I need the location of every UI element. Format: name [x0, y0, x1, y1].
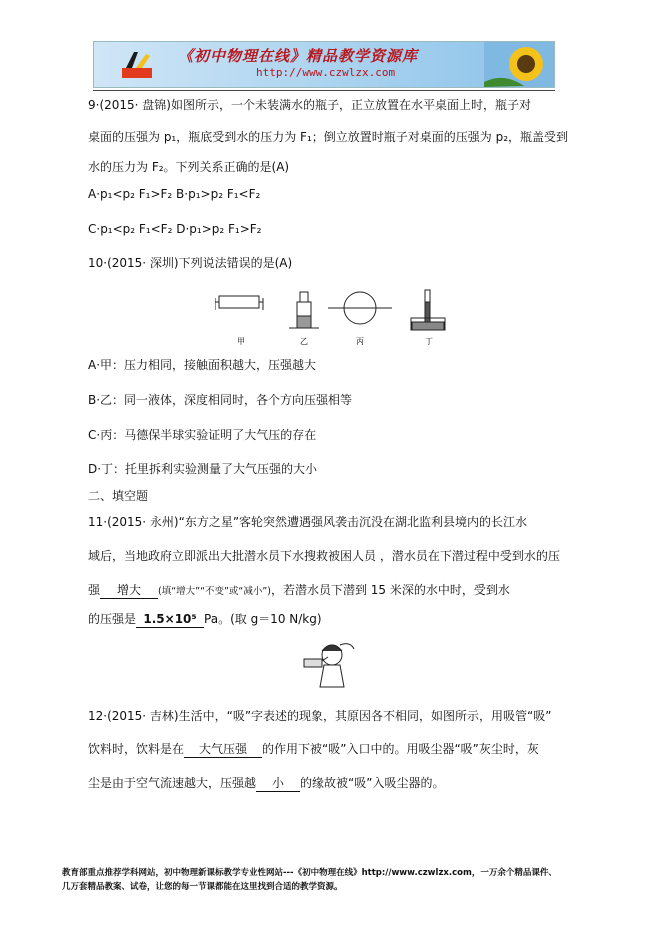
q12-line2-pre: 饮料时，饮料是在	[88, 742, 185, 756]
q10-option-d: D·丁：托里拆利实验测量了大气压强的大小	[88, 462, 318, 476]
q11-line2: 域后，当地政府立即派出大批潜水员下水搜救被困人员 ，潜水员在下潜过程中受到水的压	[88, 549, 560, 563]
figure-jia	[215, 296, 263, 310]
figure-ding	[411, 290, 445, 330]
q11-answer-1: 增大	[100, 582, 158, 599]
q11-line3-post: ，若潜水员下潜到 15 米深的水中时，受到水	[270, 583, 510, 597]
footer-line2: 几万套精品教案、试卷，让您的每一节课都能在这里找到合适的教学资源。	[62, 882, 343, 892]
q12-line1: 12·(2015· 吉林)生活中，“吸”字表述的现象，其原因各不相同，如图所示，用吸管“吸”	[88, 709, 552, 723]
q12-answer-2: 小	[256, 775, 300, 792]
q10-option-b: B·乙：同一液体，深度相同时，各个方向压强相等	[88, 393, 353, 407]
q10-stem: 10·(2015· 深圳)下列说法错误的是(A)	[88, 256, 293, 270]
q12-line3-post: 的缘故被“吸”入吸尘器的。	[300, 776, 445, 790]
q9-options-cd: C·p₁<p₂ F₁<F₂ D·p₁>p₂ F₁>F₂	[88, 222, 262, 236]
header-banner	[93, 41, 555, 88]
q11-line4-post: Pa。(取 g＝10 N/kg)	[204, 612, 322, 626]
fig-label-yi: 乙	[300, 337, 308, 346]
q11-line3-pre: 强	[88, 583, 101, 597]
q12-answer-1: 大气压强	[184, 741, 262, 758]
girl-drinking-straw-icon	[298, 635, 362, 695]
q9-line3: 水的压力为 F₂。下列关系正确的是(A)	[88, 160, 290, 174]
fig-label-bing: 丙	[356, 337, 364, 346]
q12-line2	[88, 741, 539, 758]
q11-answer-2: 1.5×10⁵	[136, 611, 204, 628]
figure-yi	[289, 292, 319, 328]
header-rule	[93, 90, 555, 91]
q11-hint: (填“增大”“不变”或“减小”)	[158, 586, 271, 597]
q9-line1: 9·(2015· 盘锦)如图所示，一个未装满水的瓶子，正立放置在水平桌面上时，瓶子对	[88, 98, 531, 112]
q9-options-ab: A·p₁<p₂ F₁>F₂ B·p₁>p₂ F₁<F₂	[88, 187, 261, 201]
q11-line1: 11·(2015· 永州)“东方之星”客轮突然遭遇强风袭击沉没在湖北监利县境内的长江水	[88, 515, 528, 529]
q11-line4	[88, 611, 322, 628]
q12-line3	[88, 775, 444, 792]
q10-option-c: C·丙：马德保半球实验证明了大气压的存在	[88, 428, 317, 442]
fig-label-jia: 甲	[237, 337, 245, 346]
sunflower-icon	[484, 42, 554, 87]
q10-option-a: A·甲：压力相同，接触面积越大，压强越大	[88, 358, 317, 372]
banner-url[interactable]: http://www.czwlzx.com	[256, 66, 396, 79]
q11-line3	[88, 582, 510, 600]
q9-line2: 桌面的压强为 p₁，瓶底受到水的压力为 F₁；倒立放置时瓶子对桌面的压强为 p₂，瓶盖受到	[88, 130, 569, 144]
q12-line3-pre: 尘是由于空气流速越大，压强越	[88, 776, 257, 790]
banner-title: 《初中物理在线》精品教学资源库	[178, 47, 419, 65]
figure-bing	[328, 292, 392, 324]
site-logo-icon	[120, 48, 154, 82]
q10-experiment-figure	[215, 288, 455, 348]
q12-line2-post: 的作用下被“吸”入口中的。用吸尘器“吸”灰尘时，灰	[262, 742, 539, 756]
fig-label-ding: 丁	[425, 337, 433, 346]
section-heading-fill-in: 二、填空题	[88, 489, 149, 503]
q11-line4-pre: 的压强是	[88, 612, 137, 626]
footer-line1: 教育部重点推荐学科网站，初中物理新课标教学专业性网站---《初中物理在线》http://www.czwlzx.com，一万余个精品课件、	[62, 868, 557, 878]
